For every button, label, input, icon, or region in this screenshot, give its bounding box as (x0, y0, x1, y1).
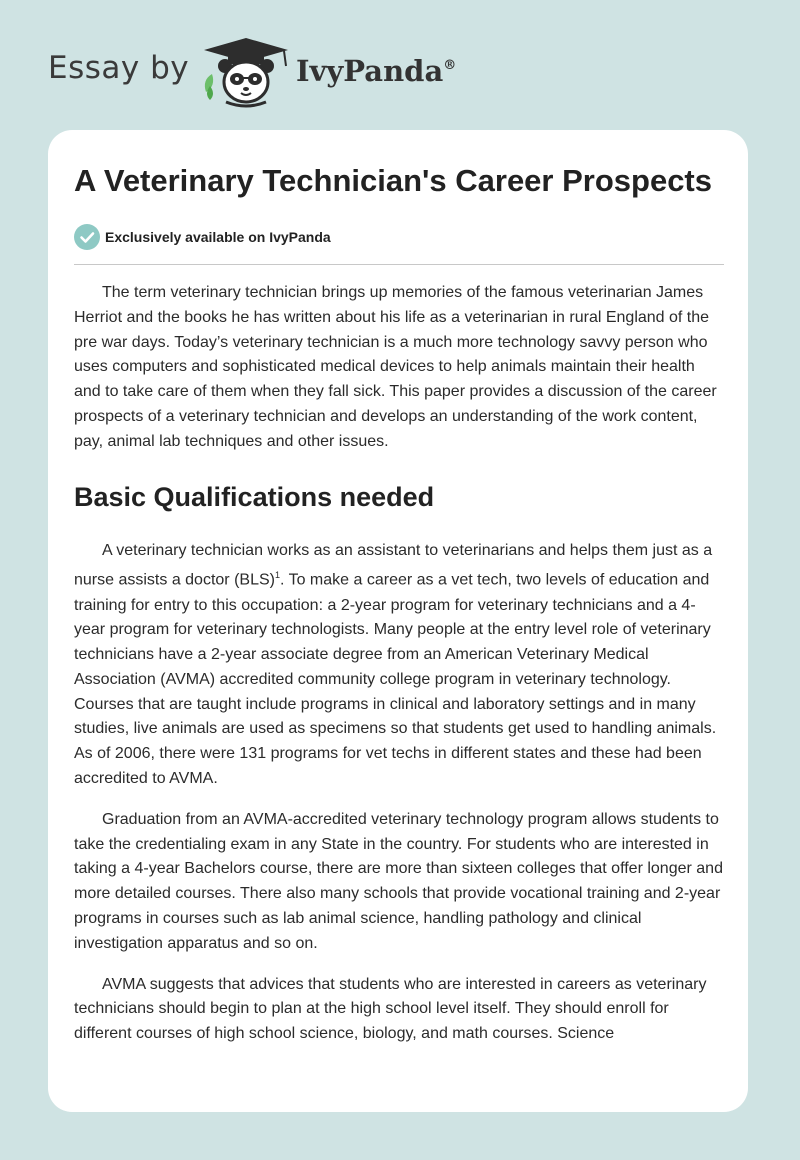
divider (74, 264, 724, 265)
intro-paragraph: The term veterinary technician brings up memories of the famous veterinarian James Herriot and the books he has written about his life as a veterinarian in rural England of the pre war days. Today’s veterinary technician is a much more technology savvy person who uses computers and sophisticated medical devices to help animals maintain their health and to take care of them when they fall sick. This paper provides a discussion of the career prospects of a veterinary technician and develops an understanding of the work content, pay, animal lab techniques and other issues. (74, 284, 717, 450)
exclusive-badge (74, 224, 724, 250)
page-title: A Veterinary Technician's Career Prospects (74, 163, 712, 198)
exclusive-badge-label: Exclusively available on IvyPanda (105, 229, 331, 245)
essay-card (48, 130, 748, 1112)
site-header (0, 0, 800, 130)
check-circle-icon (74, 224, 100, 250)
registered-mark: ® (443, 58, 457, 73)
body-paragraph: AVMA suggests that advices that students who are interested in careers as veterinary technicians should begin to plan at the high school level itself. They should enroll for different courses of high school science, biology, and math courses. Science (74, 975, 707, 1043)
body-paragraph: Graduation from an AVMA-accredited veterinary technology program allows students to take the credentialing exam in any State in the country. For students who are interested in taking a 4-year Bachelors course, there are more than sixteen colleges that offer longer and more detailed courses. There also many schools that provide vocational training and 2-year programs in courses such as lab animal science, handling pathology and clinical investigation apparatus and so on. (74, 810, 723, 952)
panda-graduation-cap-icon[interactable] (200, 36, 292, 108)
essay-content (74, 160, 724, 1047)
paragraph-text: . To make a career as a vet tech, two levels of education and training for entry to this occupation: a 2-year program for veterinary technicians and a 4-year program for veterinary technologists. Many people at the entry level role of veterinary technicians have a 2-year associate degree from an American Veterinary Medical Association (AVMA) accredited community college program in veterinary technology. Courses that are taught include programs in clinical and laboratory settings and in many studies, live animals are used as specimens so that students get used to handling animals. As of 2006, there were 131 programs for vet techs in different states and these had been accredited to AVMA. (74, 571, 717, 788)
paragraph-text: A veterinary technician works as an assistant to veterinarians and helps them just as a nurse assists a doctor (BLS) (74, 541, 713, 589)
brand-prefix: Essay by (48, 50, 190, 86)
brand-name[interactable]: IvyPanda® (296, 54, 457, 88)
body-paragraph (74, 539, 724, 792)
section-heading: Basic Qualifications needed (74, 481, 435, 512)
footnote-ref[interactable]: 1 (274, 570, 280, 581)
